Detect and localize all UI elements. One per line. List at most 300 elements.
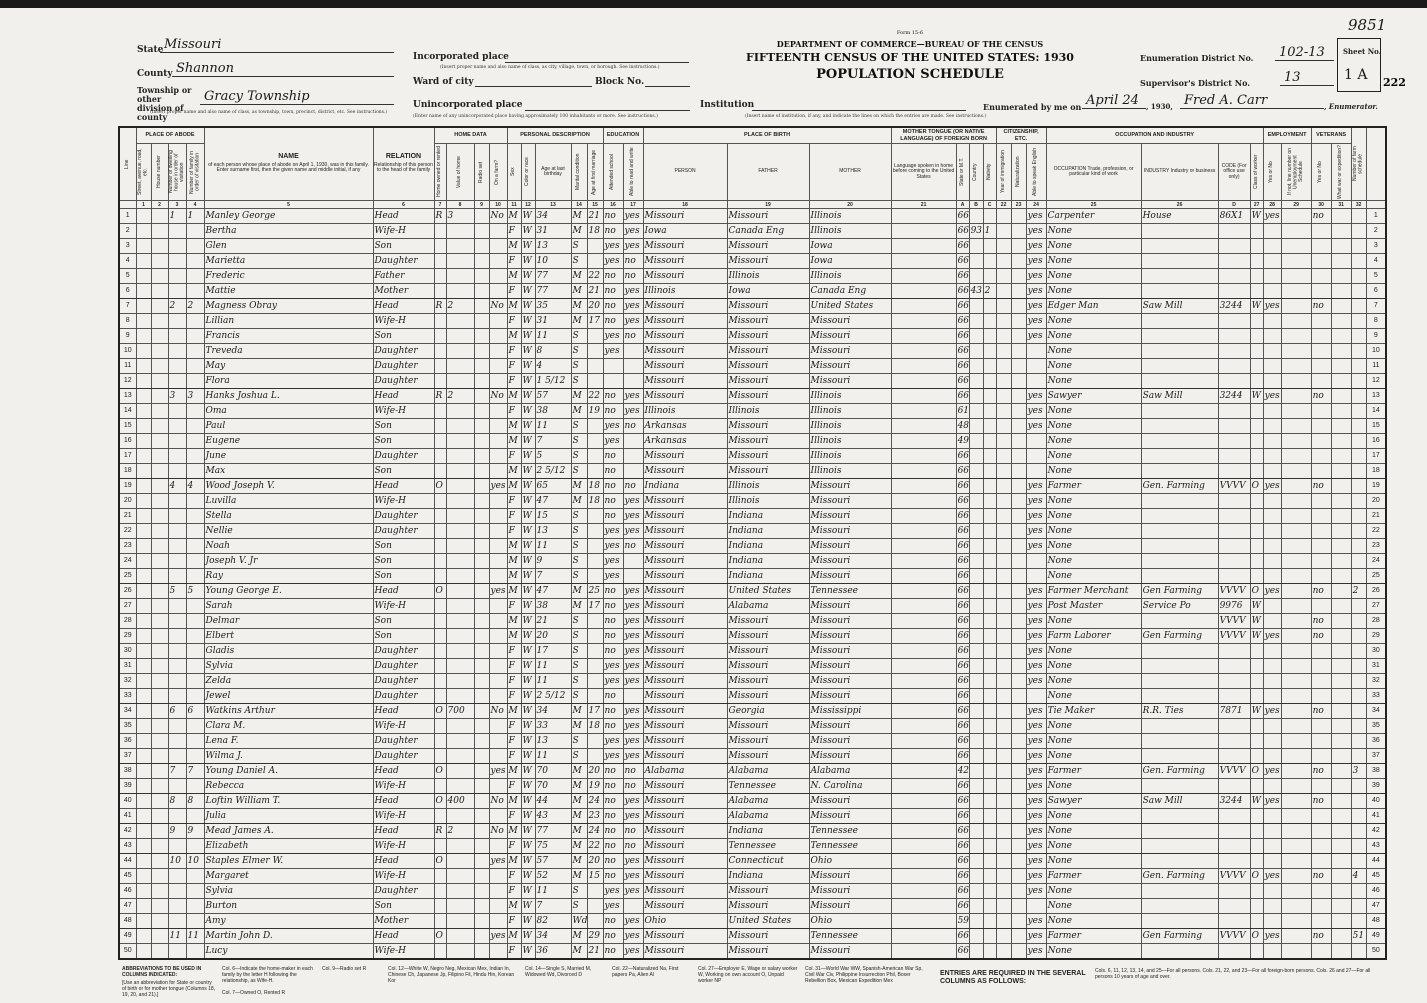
house-number <box>151 869 168 884</box>
marital-status: S <box>571 419 587 434</box>
house-number <box>151 539 168 554</box>
line-number-right: 21 <box>1366 509 1386 524</box>
street <box>136 794 151 809</box>
person-name: Manley George <box>204 209 373 224</box>
home-owned <box>434 374 446 389</box>
street <box>136 689 151 704</box>
class-of-worker <box>1250 404 1263 419</box>
naturalization <box>1011 914 1026 929</box>
column-header-text: Number of family in order of visitation <box>188 150 200 194</box>
street <box>136 749 151 764</box>
unincorporated-label: Unincorporated place <box>413 100 523 110</box>
person-name: Staples Elmer W. <box>204 854 373 869</box>
sex: F <box>507 719 521 734</box>
enumeration-district-value: 102-13 <box>1275 46 1334 61</box>
family-number <box>186 689 204 704</box>
person-name: Rebecca <box>204 779 373 794</box>
sex: F <box>507 779 521 794</box>
war <box>1331 929 1351 944</box>
race: W <box>521 494 535 509</box>
column-header-text: of each person whose place of abode on April 1, 1930, was in this family. Enter surname first, then the given name and middle initial, if any <box>208 161 369 174</box>
code-a: 66 <box>956 539 969 554</box>
street <box>136 284 151 299</box>
race: W <box>521 284 535 299</box>
dwelling-number <box>168 914 186 929</box>
race: W <box>521 449 535 464</box>
occupation: None <box>1046 899 1141 914</box>
at-work <box>1263 494 1281 509</box>
column-header-text: MOTHER <box>839 168 861 175</box>
enumerated-year: , 1930, <box>1146 102 1173 111</box>
street <box>136 209 151 224</box>
birthplace-person: Arkansas <box>643 434 727 449</box>
school: yes <box>603 239 623 254</box>
line-number-right: 43 <box>1366 839 1386 854</box>
column-header <box>1351 127 1366 201</box>
unemployment-line <box>1281 269 1311 284</box>
incorporated-value <box>505 48 689 63</box>
family-number <box>186 494 204 509</box>
war <box>1331 869 1351 884</box>
column-number: 1 <box>136 201 151 209</box>
dwelling-number <box>168 254 186 269</box>
street <box>136 944 151 960</box>
at-work: yes <box>1263 584 1281 599</box>
race: W <box>521 584 535 599</box>
veteran <box>1311 314 1331 329</box>
street <box>136 389 151 404</box>
dwelling-number <box>168 449 186 464</box>
occupation: Farm Laborer <box>1046 629 1141 644</box>
marital-status: M <box>571 704 587 719</box>
birthplace-mother: Illinois <box>809 464 891 479</box>
birthplace-mother: Illinois <box>809 419 891 434</box>
column-header <box>204 127 373 201</box>
farm <box>489 329 507 344</box>
birthplace-mother: Illinois <box>809 269 891 284</box>
birthplace-person: Missouri <box>643 374 727 389</box>
read-write: yes <box>623 614 643 629</box>
unemployment-line <box>1281 614 1311 629</box>
code-b <box>969 494 983 509</box>
family-number: 3 <box>186 389 204 404</box>
person-name: June <box>204 449 373 464</box>
street <box>136 239 151 254</box>
war <box>1331 209 1351 224</box>
mother-tongue <box>891 239 956 254</box>
home-owned <box>434 434 446 449</box>
dwelling-number <box>168 944 186 960</box>
street <box>136 269 151 284</box>
class-of-worker <box>1250 644 1263 659</box>
home-value <box>446 719 474 734</box>
radio <box>474 854 489 869</box>
column-header-text: Sex <box>510 167 517 177</box>
sex: F <box>507 944 521 960</box>
home-owned <box>434 554 446 569</box>
family-number: 10 <box>186 854 204 869</box>
unemployment-line <box>1281 689 1311 704</box>
read-write: yes <box>623 854 643 869</box>
birthplace-father: Indiana <box>727 539 809 554</box>
dwelling-number <box>168 629 186 644</box>
school: no <box>603 644 623 659</box>
home-owned: O <box>434 479 446 494</box>
home-owned <box>434 269 446 284</box>
radio <box>474 629 489 644</box>
column-group-header: PERSONAL DESCRIPTION <box>507 127 603 144</box>
relation: Wife-H <box>373 224 434 239</box>
family-number <box>186 719 204 734</box>
sex: F <box>507 344 521 359</box>
veteran <box>1311 659 1331 674</box>
family-number <box>186 344 204 359</box>
radio <box>474 374 489 389</box>
family-number: 8 <box>186 794 204 809</box>
immigration-year <box>996 569 1011 584</box>
farm-schedule <box>1351 239 1366 254</box>
farm-schedule: 2 <box>1351 584 1366 599</box>
immigration-year <box>996 524 1011 539</box>
birthplace-mother: Missouri <box>809 509 891 524</box>
line-number: 24 <box>119 554 136 569</box>
street <box>136 614 151 629</box>
code-c <box>983 884 996 899</box>
code-b <box>969 449 983 464</box>
sex: F <box>507 749 521 764</box>
farm-schedule <box>1351 914 1366 929</box>
war <box>1331 569 1351 584</box>
table-row <box>119 689 1386 704</box>
read-write: no <box>623 539 643 554</box>
column-header-text: On a farm? <box>494 159 501 185</box>
dwelling-number: 11 <box>168 929 186 944</box>
farm-schedule <box>1351 449 1366 464</box>
table-row <box>119 509 1386 524</box>
family-number <box>186 254 204 269</box>
mother-tongue <box>891 419 956 434</box>
department: DEPARTMENT OF COMMERCE—BUREAU OF THE CENSUS <box>776 39 1044 49</box>
speaks-english: yes <box>1026 794 1046 809</box>
person-name: Gladis <box>204 644 373 659</box>
family-number <box>186 449 204 464</box>
marital-status: M <box>571 824 587 839</box>
marital-status: S <box>571 554 587 569</box>
code-a: 66 <box>956 839 969 854</box>
radio <box>474 434 489 449</box>
immigration-year <box>996 719 1011 734</box>
unemployment-line <box>1281 674 1311 689</box>
at-work: yes <box>1263 389 1281 404</box>
war <box>1331 554 1351 569</box>
industry: R.R. Ties <box>1141 704 1218 719</box>
farm-schedule <box>1351 524 1366 539</box>
industry <box>1141 899 1218 914</box>
code-c <box>983 914 996 929</box>
occupation-code <box>1218 419 1250 434</box>
column-number: 11 <box>507 201 521 209</box>
code-b <box>969 584 983 599</box>
birthplace-mother: Missouri <box>809 524 891 539</box>
farm <box>489 659 507 674</box>
age: 44 <box>535 794 571 809</box>
birthplace-father: Missouri <box>727 449 809 464</box>
farm <box>489 869 507 884</box>
line-number: 29 <box>119 629 136 644</box>
age: 21 <box>535 614 571 629</box>
code-a: 66 <box>956 674 969 689</box>
dwelling-number <box>168 569 186 584</box>
code-a: 66 <box>956 719 969 734</box>
veteran <box>1311 569 1331 584</box>
occupation: None <box>1046 269 1141 284</box>
farm-schedule: 4 <box>1351 869 1366 884</box>
relation: Son <box>373 329 434 344</box>
occupation-code <box>1218 839 1250 854</box>
marital-status: M <box>571 269 587 284</box>
farm-schedule <box>1351 404 1366 419</box>
school: yes <box>603 884 623 899</box>
age: 10 <box>535 254 571 269</box>
unemployment-line <box>1281 599 1311 614</box>
house-number <box>151 899 168 914</box>
industry <box>1141 269 1218 284</box>
at-work <box>1263 719 1281 734</box>
dwelling-number <box>168 374 186 389</box>
mother-tongue <box>891 779 956 794</box>
school: no <box>603 389 623 404</box>
street <box>136 854 151 869</box>
occupation-code <box>1218 284 1250 299</box>
incorporated-note: (Insert proper name and also name of class, as city, village, town, or borough. See instructions.) <box>440 65 660 70</box>
occupation-code: 3244 <box>1218 299 1250 314</box>
column-header-text: Year of immigration <box>999 150 1006 194</box>
home-value <box>446 764 474 779</box>
race: W <box>521 839 535 854</box>
farm-schedule <box>1351 854 1366 869</box>
column-header-text: Able to speak English <box>1032 147 1039 197</box>
speaks-english: yes <box>1026 824 1046 839</box>
race: W <box>521 794 535 809</box>
birthplace-mother: Missouri <box>809 659 891 674</box>
age-at-marriage: 19 <box>587 404 603 419</box>
dwelling-number <box>168 659 186 674</box>
birthplace-mother: United States <box>809 299 891 314</box>
code-c: 2 <box>983 284 996 299</box>
code-c <box>983 854 996 869</box>
read-write <box>623 554 643 569</box>
occupation: None <box>1046 464 1141 479</box>
house-number <box>151 884 168 899</box>
marital-status: S <box>571 614 587 629</box>
form-title: FIFTEENTH CENSUS OF THE UNITED STATES: 1930 <box>746 51 1074 64</box>
read-write: no <box>623 269 643 284</box>
radio <box>474 689 489 704</box>
home-value <box>446 404 474 419</box>
war <box>1331 749 1351 764</box>
at-work <box>1263 569 1281 584</box>
home-owned <box>434 359 446 374</box>
class-of-worker <box>1250 524 1263 539</box>
dwelling-number: 1 <box>168 209 186 224</box>
home-owned <box>434 329 446 344</box>
line-number: 44 <box>119 854 136 869</box>
house-number <box>151 629 168 644</box>
home-owned <box>434 749 446 764</box>
war <box>1331 254 1351 269</box>
marital-status: M <box>571 599 587 614</box>
street <box>136 674 151 689</box>
code-a: 66 <box>956 569 969 584</box>
radio <box>474 494 489 509</box>
class-of-worker <box>1250 239 1263 254</box>
race: W <box>521 614 535 629</box>
person-name: Wilma J. <box>204 749 373 764</box>
race: W <box>521 539 535 554</box>
birthplace-person: Missouri <box>643 539 727 554</box>
immigration-year <box>996 389 1011 404</box>
birthplace-person: Missouri <box>643 509 727 524</box>
table-row <box>119 914 1386 929</box>
naturalization <box>1011 779 1026 794</box>
mother-tongue <box>891 644 956 659</box>
home-owned: O <box>434 704 446 719</box>
family-number: 2 <box>186 299 204 314</box>
school: yes <box>603 554 623 569</box>
age: 52 <box>535 869 571 884</box>
home-owned <box>434 254 446 269</box>
table-row <box>119 479 1386 494</box>
house-number <box>151 599 168 614</box>
speaks-english: yes <box>1026 494 1046 509</box>
speaks-english: yes <box>1026 749 1046 764</box>
speaks-english: yes <box>1026 479 1046 494</box>
marital-status: S <box>571 329 587 344</box>
farm <box>489 284 507 299</box>
age: 57 <box>535 854 571 869</box>
war <box>1331 359 1351 374</box>
line-number: 8 <box>119 314 136 329</box>
column-group-header: VETERANS <box>1311 127 1351 144</box>
house-number <box>151 824 168 839</box>
race: W <box>521 779 535 794</box>
unemployment-line <box>1281 629 1311 644</box>
marital-status: S <box>571 524 587 539</box>
war <box>1331 674 1351 689</box>
veteran <box>1311 839 1331 854</box>
house-number <box>151 329 168 344</box>
farm-schedule <box>1351 314 1366 329</box>
family-number <box>186 674 204 689</box>
age: 38 <box>535 404 571 419</box>
age-at-marriage: 20 <box>587 299 603 314</box>
read-write: no <box>623 824 643 839</box>
age: 43 <box>535 809 571 824</box>
column-header <box>983 144 996 201</box>
at-work <box>1263 749 1281 764</box>
unemployment-line <box>1281 389 1311 404</box>
farm-schedule <box>1351 719 1366 734</box>
birthplace-mother: Missouri <box>809 614 891 629</box>
mother-tongue <box>891 314 956 329</box>
family-number <box>186 869 204 884</box>
code-b <box>969 329 983 344</box>
occupation-code <box>1218 404 1250 419</box>
footer-col22: Col. 22—Naturalized Na, First papers Pa, Alien Al <box>612 966 679 978</box>
birthplace-mother: Missouri <box>809 599 891 614</box>
sex: M <box>507 434 521 449</box>
class-of-worker: W <box>1250 299 1263 314</box>
relation: Head <box>373 929 434 944</box>
veteran <box>1311 329 1331 344</box>
line-number: 6 <box>119 284 136 299</box>
farm <box>489 404 507 419</box>
relation: Son <box>373 419 434 434</box>
code-c <box>983 434 996 449</box>
column-number: 21 <box>891 201 956 209</box>
industry <box>1141 944 1218 960</box>
birthplace-person: Missouri <box>643 359 727 374</box>
table-row <box>119 899 1386 914</box>
home-owned: R <box>434 824 446 839</box>
line-number: 1 <box>119 209 136 224</box>
person-name: Oma <box>204 404 373 419</box>
home-owned <box>434 239 446 254</box>
war <box>1331 734 1351 749</box>
marital-status: S <box>571 689 587 704</box>
sex: M <box>507 569 521 584</box>
immigration-year <box>996 929 1011 944</box>
person-name: Watkins Arthur <box>204 704 373 719</box>
race: W <box>521 434 535 449</box>
person-name: Jewel <box>204 689 373 704</box>
birthplace-mother: Missouri <box>809 359 891 374</box>
house-number <box>151 809 168 824</box>
race: W <box>521 599 535 614</box>
home-owned <box>434 674 446 689</box>
person-name: Margaret <box>204 869 373 884</box>
code-b <box>969 509 983 524</box>
birthplace-mother: Missouri <box>809 794 891 809</box>
occupation: None <box>1046 359 1141 374</box>
veteran: no <box>1311 929 1331 944</box>
footer-col6: Col. 6—Indicate the home-maker in each family by the letter H following the relationship, as Wife-H. <box>222 966 313 984</box>
sex: F <box>507 599 521 614</box>
age: 31 <box>535 224 571 239</box>
table-row <box>119 824 1386 839</box>
column-header <box>1331 144 1351 201</box>
census-sheet <box>0 8 1427 1003</box>
birthplace-person: Indiana <box>643 479 727 494</box>
line-number: 4 <box>119 254 136 269</box>
age-at-marriage <box>587 419 603 434</box>
unemployment-line <box>1281 794 1311 809</box>
at-work <box>1263 224 1281 239</box>
relation: Daughter <box>373 449 434 464</box>
farm <box>489 734 507 749</box>
line-number: 10 <box>119 344 136 359</box>
home-value <box>446 779 474 794</box>
veteran <box>1311 674 1331 689</box>
farm: No <box>489 389 507 404</box>
farm: No <box>489 299 507 314</box>
birthplace-father: United States <box>727 584 809 599</box>
farm-schedule <box>1351 704 1366 719</box>
veteran <box>1311 374 1331 389</box>
farm-schedule <box>1351 209 1366 224</box>
at-work <box>1263 884 1281 899</box>
farm-schedule <box>1351 539 1366 554</box>
